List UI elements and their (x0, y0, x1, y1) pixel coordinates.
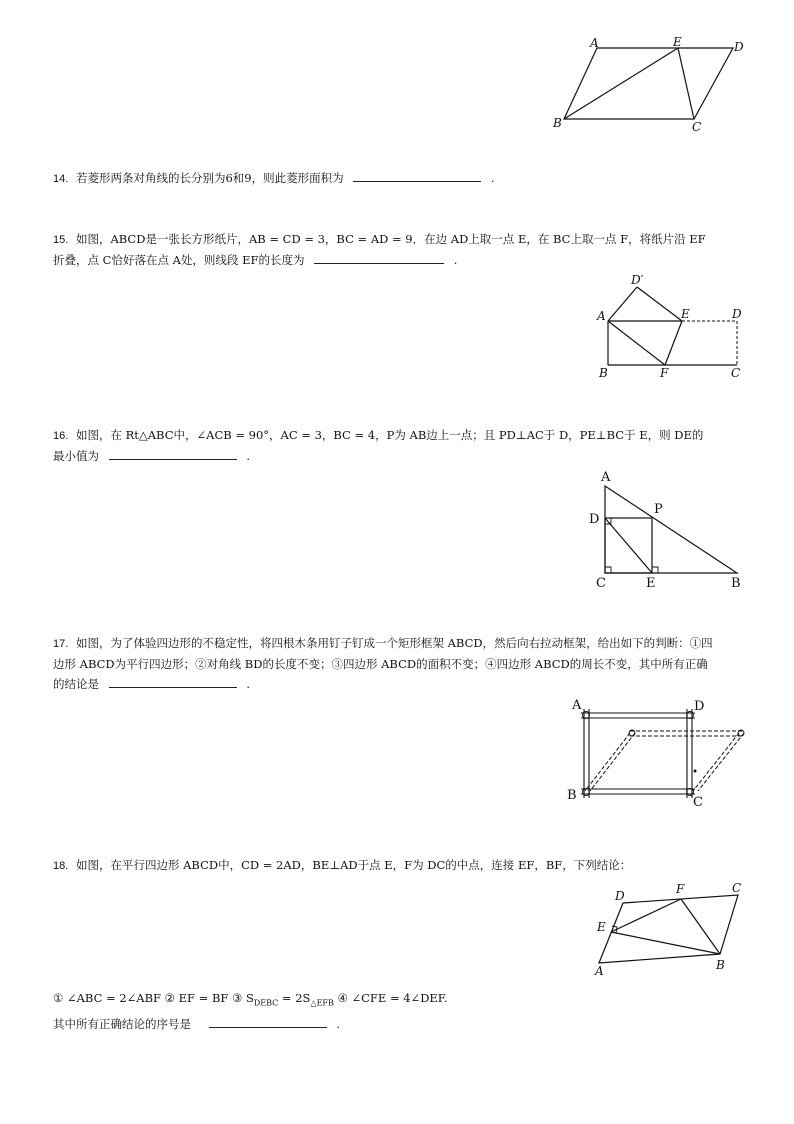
label-D: D (589, 512, 600, 527)
label-A: A (572, 698, 582, 713)
question-number: 15. (53, 234, 69, 246)
label-P: P (654, 502, 663, 517)
label-E: E (597, 920, 606, 934)
label-A: A (590, 36, 599, 50)
q18-figure (590, 878, 755, 983)
question-number: 14. (53, 173, 69, 185)
label-F: F (676, 882, 685, 896)
question-text-line2: 最小值为 (53, 449, 99, 463)
period: . (490, 171, 495, 185)
label-A: A (595, 964, 604, 978)
question-text-line1: 如图，为了体验四边形的不稳定性，将四根木条用钉子钉成一个矩形框架 ABCD，然后向右拉动框架，给出如下的判断：①四 (75, 636, 713, 650)
answer-blank[interactable] (353, 169, 481, 182)
question-text: 若菱形两条对角线的长分别为6和9，则此菱形面积为 (75, 171, 344, 185)
label-B: B (567, 788, 577, 803)
options-text: ① ∠ABC = 2∠ABF ② EF = BF ③ S (53, 991, 254, 1005)
period: . (246, 677, 250, 691)
question-text-line1: 如图，ABCD是一张长方形纸片，AB = CD = 3，BC = AD = 9．在边 AD上取一点 E，在 BC上取一点 F，将纸片沿 EF (75, 232, 706, 246)
label-C: C (693, 795, 703, 810)
answer-blank[interactable] (109, 447, 237, 460)
q17-diagram (565, 695, 755, 813)
period: . (246, 449, 250, 463)
label-E: E (681, 307, 690, 321)
answer-blank[interactable] (209, 1015, 327, 1028)
q13-figure (548, 35, 758, 135)
period: . (336, 1017, 340, 1031)
question-14 (53, 168, 743, 189)
question-text-line3: 的结论是 (53, 677, 99, 691)
label-C: C (596, 576, 606, 591)
label-F: F (660, 366, 669, 380)
question-text-line2: 折叠，点 C恰好落在点 A处，则线段 EF的长度为 (53, 253, 305, 267)
label-B: B (553, 116, 562, 130)
period: . (453, 253, 458, 267)
question-number: 16. (53, 430, 69, 442)
question-18-answer (53, 1014, 743, 1034)
question-17 (53, 633, 743, 694)
label-A: A (597, 309, 606, 323)
question-text-line1: 如图，在平行四边形 ABCD中，CD = 2AD，BE⊥AD于点 E，F为 DC的中点，连接 EF，BF，下列结论： (75, 858, 632, 872)
question-16 (53, 425, 743, 466)
label-C: C (732, 881, 742, 895)
options-subscript-2: △EFB (310, 998, 334, 1008)
label-E: E (673, 35, 682, 49)
label-D: D (734, 40, 744, 54)
q15-figure (594, 270, 754, 382)
q16-figure (584, 465, 754, 595)
question-15 (53, 229, 743, 270)
options-subscript-1: DEBC (253, 998, 279, 1008)
label-D: D (694, 699, 705, 714)
label-A: A (601, 470, 611, 485)
options-end: ④ ∠CFE = 4∠DEF. (333, 991, 448, 1005)
q18-options (53, 988, 448, 1013)
label-D: D (732, 307, 742, 321)
q15-diagram (594, 270, 754, 382)
label-D-prime: D′ (631, 273, 644, 287)
label-B: B (599, 366, 608, 380)
answer-blank[interactable] (109, 675, 237, 688)
question-18 (53, 855, 743, 876)
question-text-line1: 如图，在 Rt△ABC中，∠ACB = 90°，AC = 3，BC = 4，P为 AB边上一点；且 PD⊥AC于 D，PE⊥BC于 E，则 DE的 (75, 428, 704, 442)
options-mid: = 2S (278, 991, 311, 1005)
label-B: B (731, 576, 741, 591)
answer-blank[interactable] (314, 251, 444, 264)
label-B: B (716, 958, 725, 972)
label-C: C (692, 120, 702, 134)
label-D: D (615, 889, 625, 903)
question-number: 18. (53, 860, 69, 872)
q16-diagram (584, 465, 754, 595)
q18-diagram (590, 878, 755, 983)
question-number: 17. (53, 638, 69, 650)
q13-diagram (548, 35, 758, 135)
label-E: E (646, 576, 656, 591)
question-text-line3: 其中所有正确结论的序号是 (53, 1017, 191, 1031)
label-C: C (731, 366, 741, 380)
question-text-line2: 边形 ABCD为平行四边形；②对角线 BD的长度不变；③四边形 ABCD的面积不变；④四边形 ABCD的周长不变，其中所有正确 (53, 657, 708, 671)
q17-figure (565, 695, 755, 813)
